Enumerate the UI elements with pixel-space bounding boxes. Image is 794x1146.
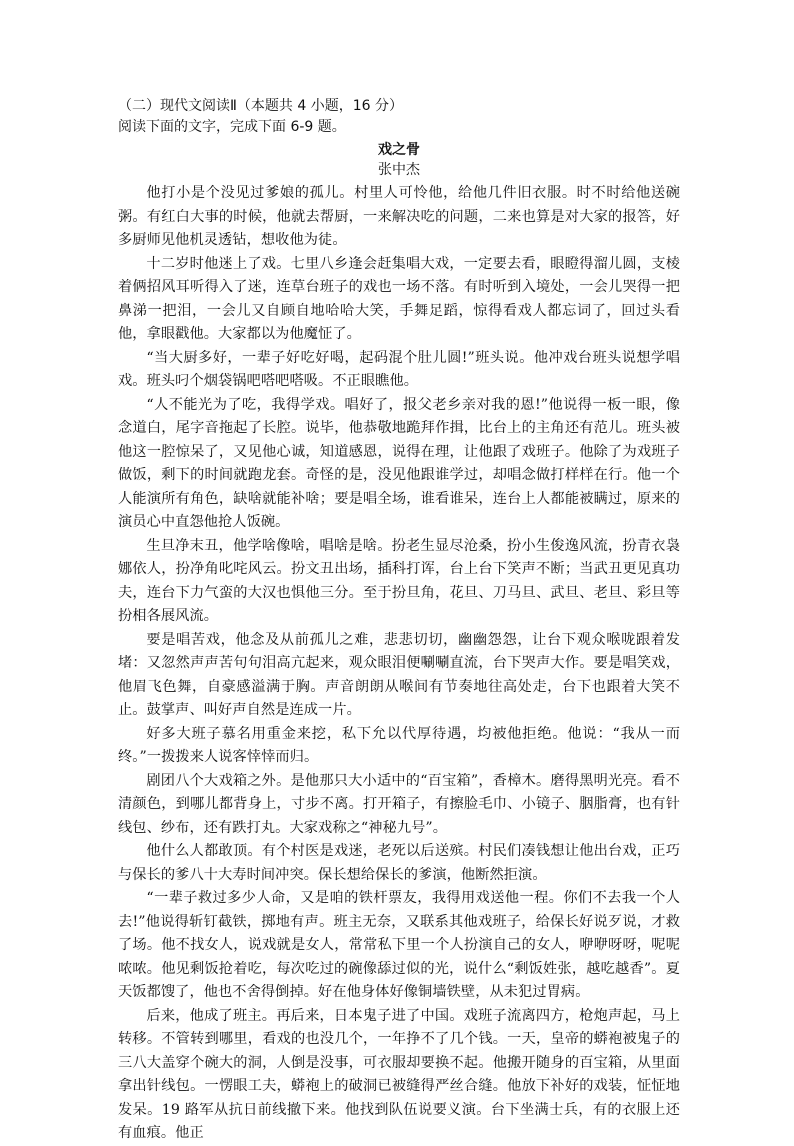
instruction-text: 阅读下面的文字，完成下面 6-9 题。: [118, 119, 346, 135]
paragraph-3: “当大厨多好，一辈子好吃好喝，起码混个肚儿圆!”班头说。他冲戏台班头说想学唱戏。班头叼个烟袋锅吧嗒吧嗒吸。不正眼瞧他。: [118, 349, 680, 389]
paragraph-9: 他什么人都敢顶。有个村医是戏迷，老死以后送殡。村民们凑钱想让他出台戏，正巧与保长的爹八十大寿时间冲突。保长想给保长的爹演，他断然拒演。: [118, 843, 680, 883]
document-content: [118, 96, 680, 1146]
paragraph-7: 好多大班子慕名用重金来挖，私下允以代厚待遇，均被他拒绝。他说：“我从一而终。”一拨拨来人说客悻悻而归。: [118, 725, 680, 765]
paragraph-8: 剧团八个大戏箱之外。是他那只大小适中的“百宝箱”，香樟木。磨得黑明光亮。看不清颜色，到哪儿都背身上，寸步不离。打开箱子，有擦脸毛巾、小镜子、胭脂膏，也有针线包、纱布，还有跌打丸。大家戏称之“神秘九号”。: [118, 772, 680, 836]
story-body: [118, 182, 680, 1146]
paragraph-5: 生旦净末丑，他学啥像啥，唱啥是啥。扮老生显尽沧桑，扮小生俊逸风流，扮青衣袅娜依人，扮净角叱咤风云。扮文丑出场，插科打诨，台上台下笑声不断；当武丑更见真功夫，连台下力气蛮的大汉也惧他三分。至于扮旦角，花旦、刀马旦、武旦、老旦、彩旦等扮相各展风流。: [118, 537, 680, 624]
paragraph-2: 十二岁时他迷上了戏。七里八乡逢会赶集唱大戏，一定要去看，眼瞪得溜儿圆，支棱着俩招风耳听得入了迷，连草台班子的戏也一场不落。有时听到入境处，一会儿哭得一把鼻涕一把泪，一会儿又自顾自地哈哈大笑，手舞足蹈，惊得看戏人都忘词了，回过头看他，拿眼戳他。大家都以为他魔怔了。: [118, 255, 680, 342]
story-title: 戏之骨: [378, 142, 420, 158]
paragraph-6: 要是唱苦戏，他念及从前孤儿之难，悲悲切切，幽幽怨怨，让台下观众喉咙跟着发堵：又忽然声声苦句句泪高亢起来，观众眼泪便唰唰直流，台下哭声大作。要是唱笑戏，他眉飞色舞，自豪感溢满于胸。声音朗朗从喉间有节奏地往高处走，台下也跟着大笑不止。鼓掌声、叫好声自然是连成一片。: [118, 631, 680, 718]
paragraph-10: “一辈子救过多少人命，又是咱的铁杆票友，我得用戏送他一程。你们不去我一个人去!”他说得斩钉截铁，掷地有声。班主无奈，又联系其他戏班子，给保长好说歹说，才救了场。他不找女人，说戏就是女人，常常私下里一个人扮演自己的女人，咿咿呀呀，呢呢哝哝。他见剩饭抢着吃，每次吃过的碗像舔过似的光，说什么“剩饭姓张，越吃越香”。夏天饭都馊了，他也不舍得倒掉。好在他身体好像铜墙铁壁，从未犯过胃病。: [118, 890, 680, 1000]
paragraph-11: 后来，他成了班主。再后来，日本鬼子进了中国。戏班子流离四方，枪炮声起，马上转移。不管转到哪里，看戏的也没几个，一年挣不了几个钱。一天，皇帝的蟒袍被鬼子的三八大盖穿个碗大的洞，人倒是没事，可衣服却要换不起。他搬开随身的百宝箱，从里面拿出针线包。一愣眼工夫，蟒袍上的破洞已被缝得严丝合缝。他放下补好的戏装，怔怔地发呆。19 路军从抗日前线撤下来。他找到队伍说要义演。台下坐满士兵，有的衣服上还有血痕。他正: [118, 1007, 680, 1141]
paragraph-1: 他打小是个没见过爹娘的孤儿。村里人可怜他，给他几件旧衣服。时不时给他送碗粥。有红白大事的时候，他就去帮厨，一来解决吃的问题，二来也算是对大家的报答，好多厨师见他机灵透钻，想收他为徒。: [118, 185, 680, 248]
paragraph-4: “人不能光为了吃，我得学戏。唱好了，报父老乡亲对我的恩!”他说得一板一眼，像念道白，尾字音拖起了长腔。说毕，他恭敬地跪拜作揖，比台上的主角还有范儿。班头被他这一腔惊呆了，又见他心诚，知道感恩，说得在理，让他跟了戏班子。他除了为戏班子做饭，剩下的时间就跑龙套。奇怪的是，没见他跟谁学过，却唱念做打样样在行。他一个人能演所有角色，缺啥就能补啥；要是唱全场，谁看谁呆，连台上人都能被瞒过，原来的演员心中直怨他抢人饭碗。: [118, 396, 680, 530]
story-author: 张中杰: [378, 162, 420, 178]
section-title: （二）现代文阅读Ⅱ（本题共 4 小题，16 分）: [118, 98, 403, 114]
